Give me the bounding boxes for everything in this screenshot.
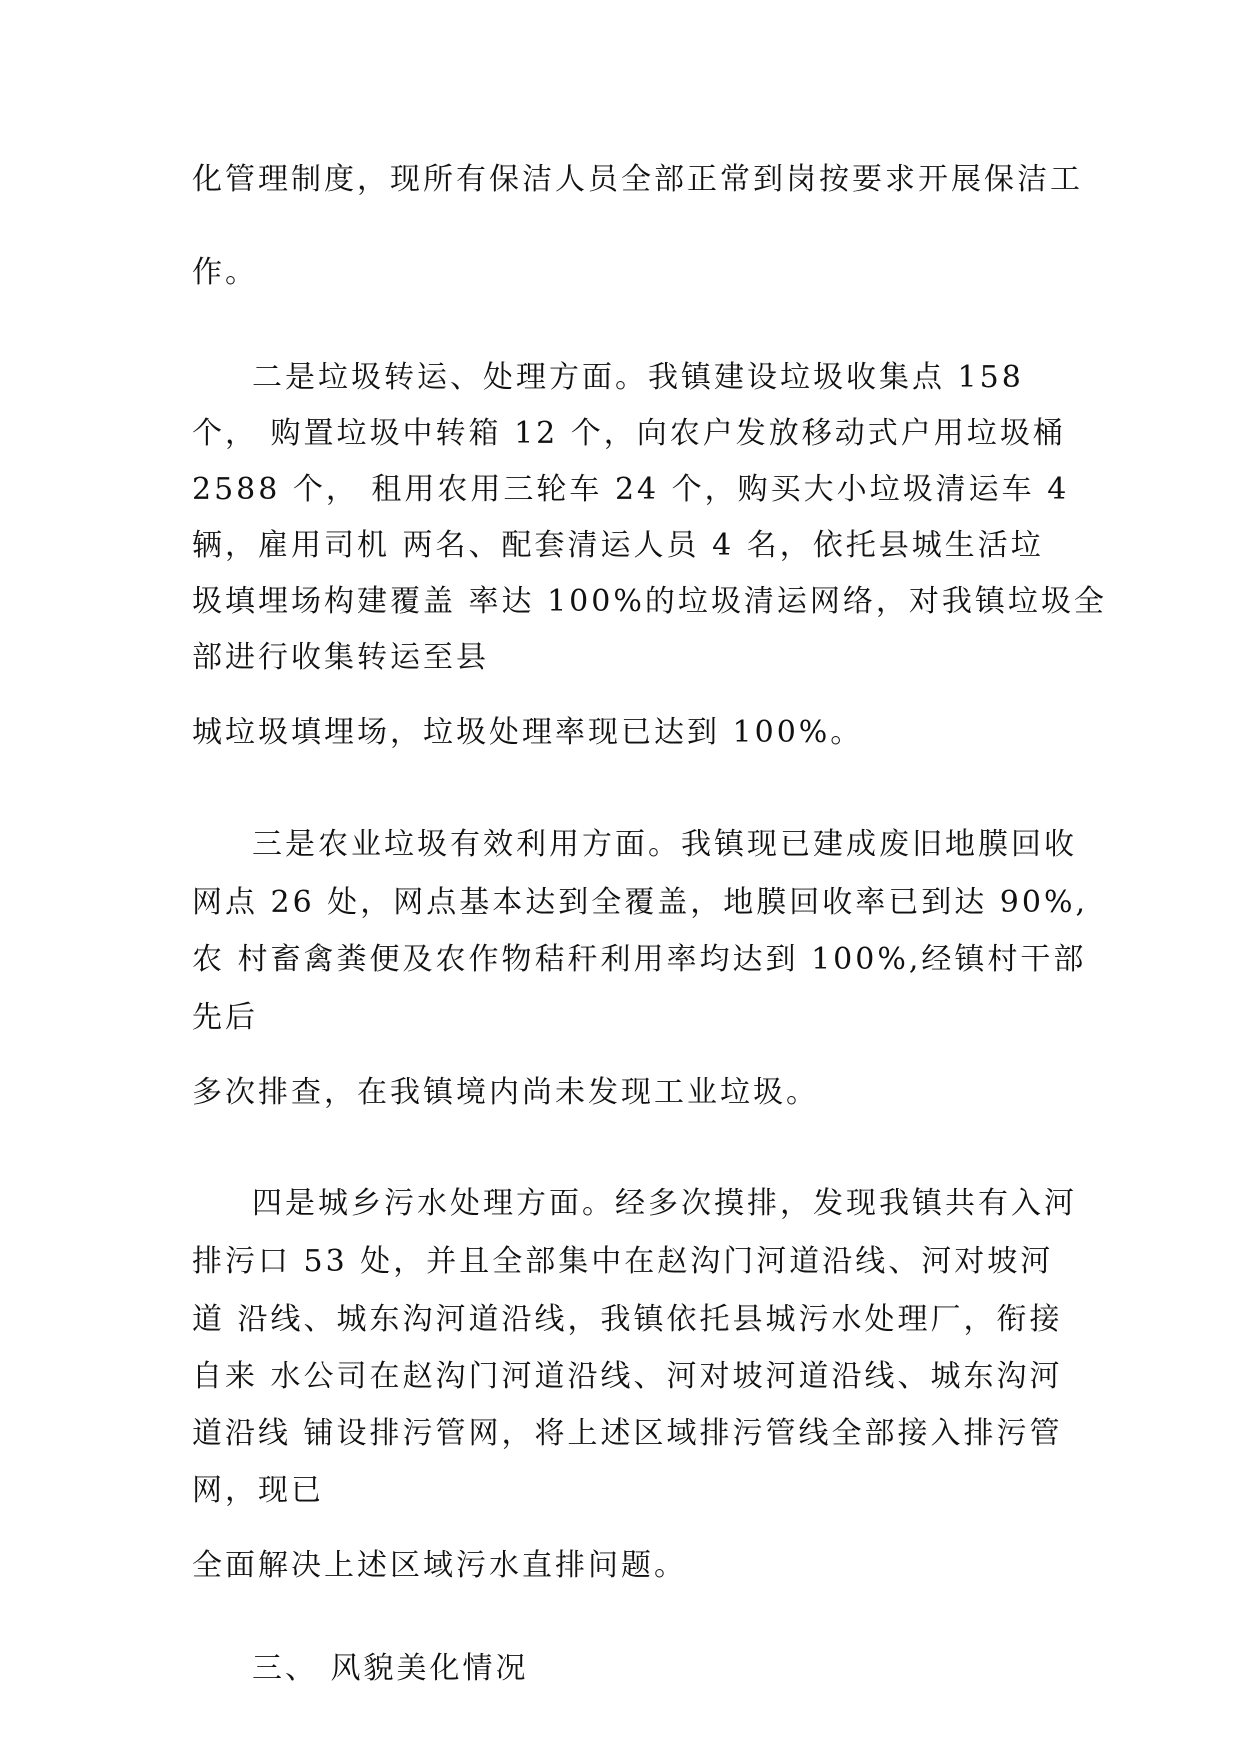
paragraph-line: 农 村畜禽粪便及农作物秸秆利用率均达到 100%,经镇村干部 [192, 942, 1087, 977]
paragraph-line: 自来 水公司在赵沟门河道沿线、河对坡河道沿线、城东沟河 [192, 1359, 1063, 1394]
paragraph-line: 网点 26 处，网点基本达到全覆盖，地膜回收率已到达 90%, [192, 885, 1088, 920]
section-heading: 三、 风貌美化情况 [252, 1651, 529, 1686]
paragraph-line: 全面解决上述区域污水直排问题。 [192, 1548, 687, 1583]
paragraph-line: 部进行收集转运至县 [192, 640, 489, 675]
paragraph-line: 三是农业垃圾有效利用方面。我镇现已建成废旧地膜回收 [252, 827, 1077, 862]
paragraph-line: 辆，雇用司机 两名、配套清运人员 4 名，依托县城生活垃 [192, 528, 1044, 563]
paragraph-line: 网，现已 [192, 1473, 324, 1508]
paragraph-line: 道 沿线、城东沟河道沿线，我镇依托县城污水处理厂，衔接 [192, 1302, 1063, 1337]
paragraph-line: 个， 购置垃圾中转箱 12 个，向农户发放移动式户用垃圾桶 [192, 416, 1066, 451]
paragraph-line: 化管理制度，现所有保洁人员全部正常到岗按要求开展保洁工 [192, 162, 1083, 197]
paragraph-line: 道沿线 铺设排污管网，将上述区域排污管线全部接入排污管 [192, 1416, 1063, 1451]
paragraph-line: 先后 [192, 1000, 258, 1035]
paragraph-line: 城垃圾填埋场，垃圾处理率现已达到 100%。 [192, 715, 864, 750]
paragraph-line: 作。 [192, 255, 258, 290]
paragraph-line: 2588 个， 租用农用三轮车 24 个，购买大小垃圾清运车 4 [192, 472, 1070, 507]
paragraph-line: 二是垃圾转运、处理方面。我镇建设垃圾收集点 158 [252, 360, 1024, 395]
paragraph-line: 圾填埋场构建覆盖 率达 100%的垃圾清运网络，对我镇垃圾全 [192, 584, 1107, 619]
paragraph-line: 四是城乡污水处理方面。经多次摸排，发现我镇共有入河 [252, 1186, 1077, 1221]
paragraph-line: 多次排查，在我镇境内尚未发现工业垃圾。 [192, 1075, 819, 1110]
paragraph-line: 排污口 53 处，并且全部集中在赵沟门河道沿线、河对坡河 [192, 1244, 1054, 1279]
